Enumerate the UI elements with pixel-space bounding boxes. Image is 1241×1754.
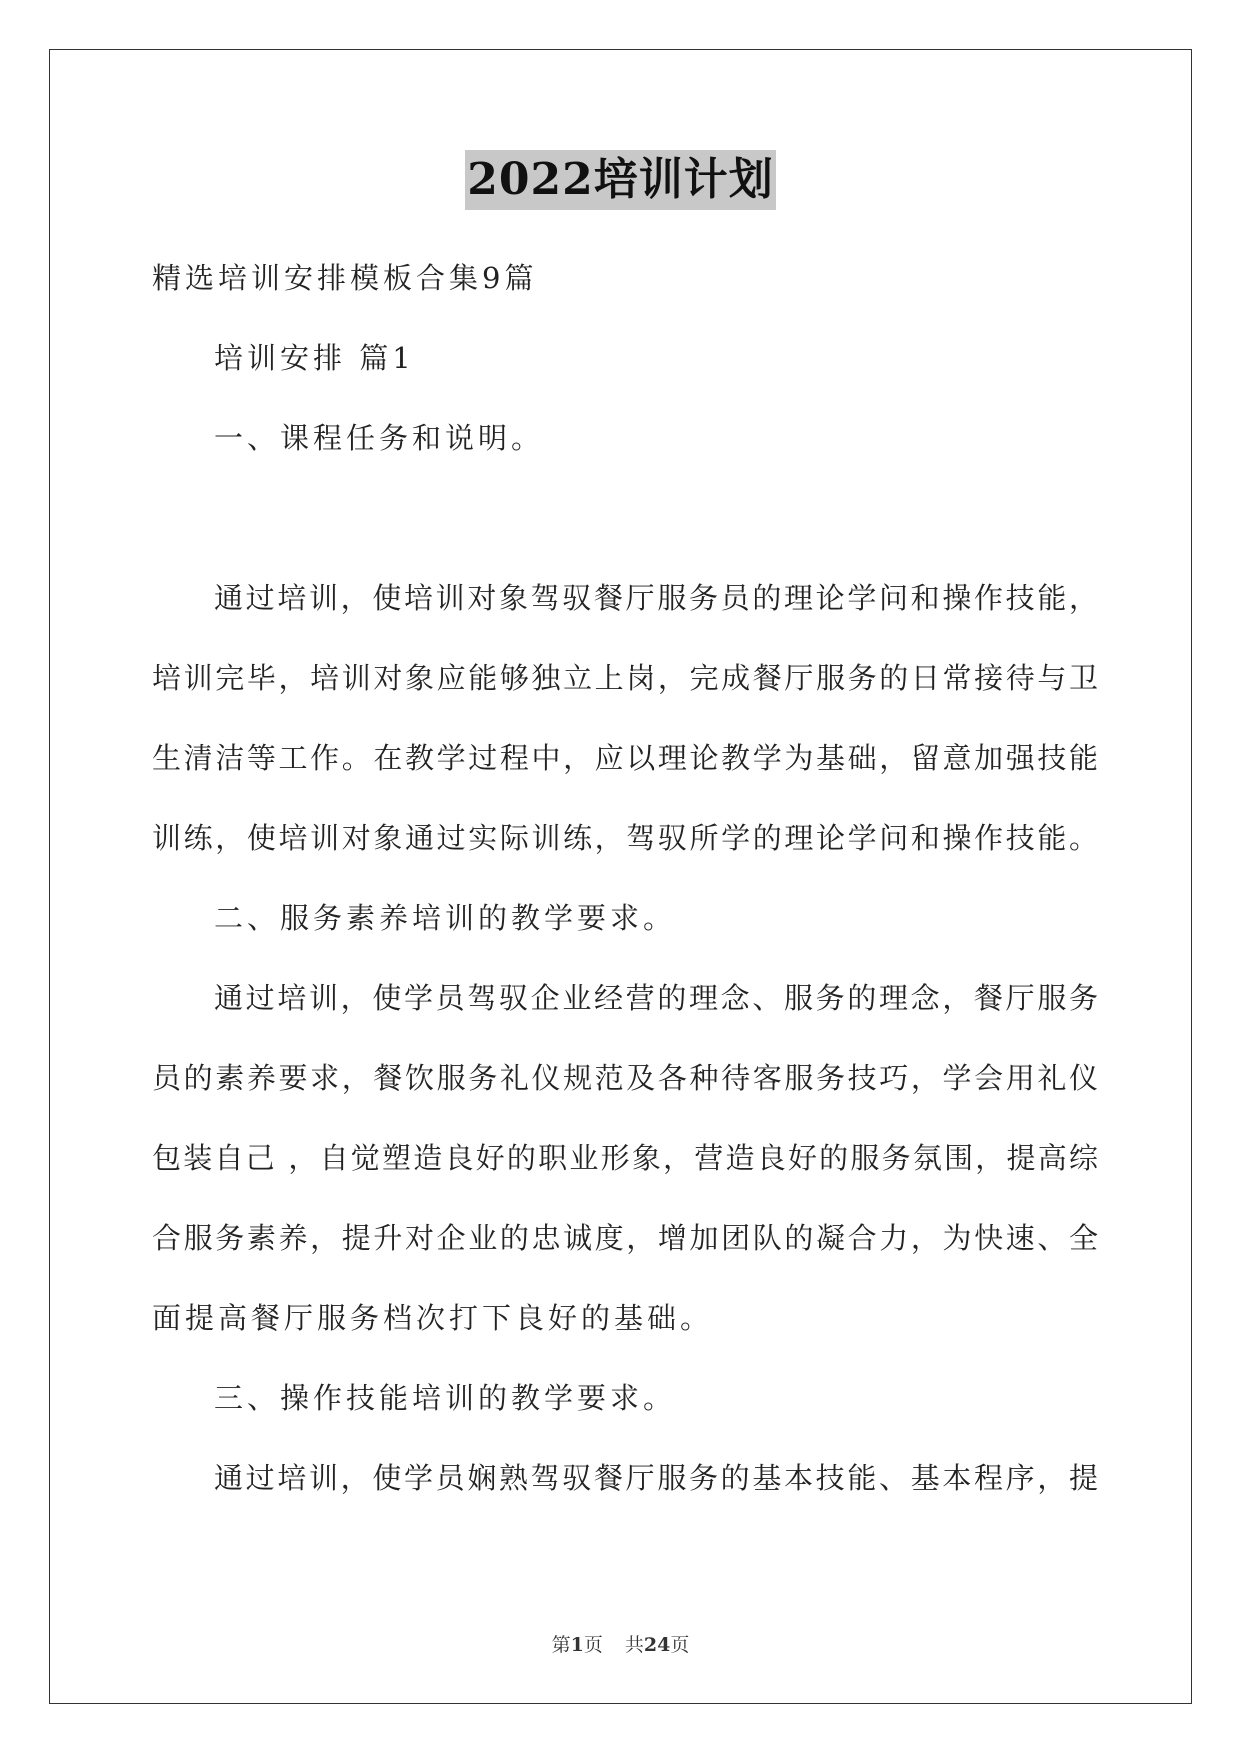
document-subtitle: 精选培训安排模板合集9篇 bbox=[152, 261, 538, 295]
paragraph-line: 员的素养要求，餐饮服务礼仪规范及各种待客服务技巧，学会用礼仪 bbox=[152, 1061, 1098, 1095]
title-container bbox=[0, 150, 1241, 210]
paragraph-3 bbox=[152, 1438, 1098, 1518]
item-heading-2: 二、服务素养培训的教学要求。 bbox=[214, 901, 677, 935]
paragraph-line: 包装自己 ，自觉塑造良好的职业形象，营造良好的服务氛围，提高综 bbox=[152, 1141, 1098, 1175]
item-heading-3: 三、操作技能培训的教学要求。 bbox=[214, 1381, 677, 1415]
page-number-current: 1 bbox=[570, 1634, 584, 1656]
paragraph-line: 通过培训，使学员驾驭企业经营的理念、服务的理念，餐厅服务 bbox=[214, 981, 1098, 1015]
paragraph-line: 通过培训，使培训对象驾驭餐厅服务员的理论学问和操作技能， bbox=[214, 581, 1098, 615]
section-heading: 培训安排 篇1 bbox=[214, 341, 415, 375]
paragraph-1 bbox=[152, 558, 1098, 878]
item-heading-1: 一、课程任务和说明。 bbox=[214, 421, 545, 455]
page-footer bbox=[0, 1630, 1241, 1657]
paragraph-line: 通过培训，使学员娴熟驾驭餐厅服务的基本技能、基本程序，提 bbox=[214, 1461, 1098, 1495]
paragraph-2 bbox=[152, 958, 1098, 1358]
blank-gap bbox=[152, 478, 1098, 558]
total-suffix: 页 bbox=[670, 1634, 690, 1656]
document-body bbox=[152, 238, 1098, 1518]
page-suffix: 页 bbox=[583, 1634, 603, 1656]
page-number-total: 24 bbox=[643, 1634, 671, 1656]
paragraph-line: 面提高餐厅服务档次打下良好的基础。 bbox=[152, 1301, 714, 1335]
page-prefix: 第 bbox=[551, 1634, 571, 1656]
total-prefix: 共 bbox=[624, 1634, 644, 1656]
paragraph-line: 生清洁等工作。在教学过程中，应以理论教学为基础，留意加强技能 bbox=[152, 741, 1098, 775]
paragraph-line: 训练，使培训对象通过实际训练，驾驭所学的理论学问和操作技能。 bbox=[152, 821, 1098, 855]
document-title: 2022培训计划 bbox=[465, 150, 775, 210]
paragraph-line: 合服务素养，提升对企业的忠诚度，增加团队的凝合力，为快速、全 bbox=[152, 1221, 1098, 1255]
paragraph-line: 培训完毕，培训对象应能够独立上岗，完成餐厅服务的日常接待与卫 bbox=[152, 661, 1098, 695]
